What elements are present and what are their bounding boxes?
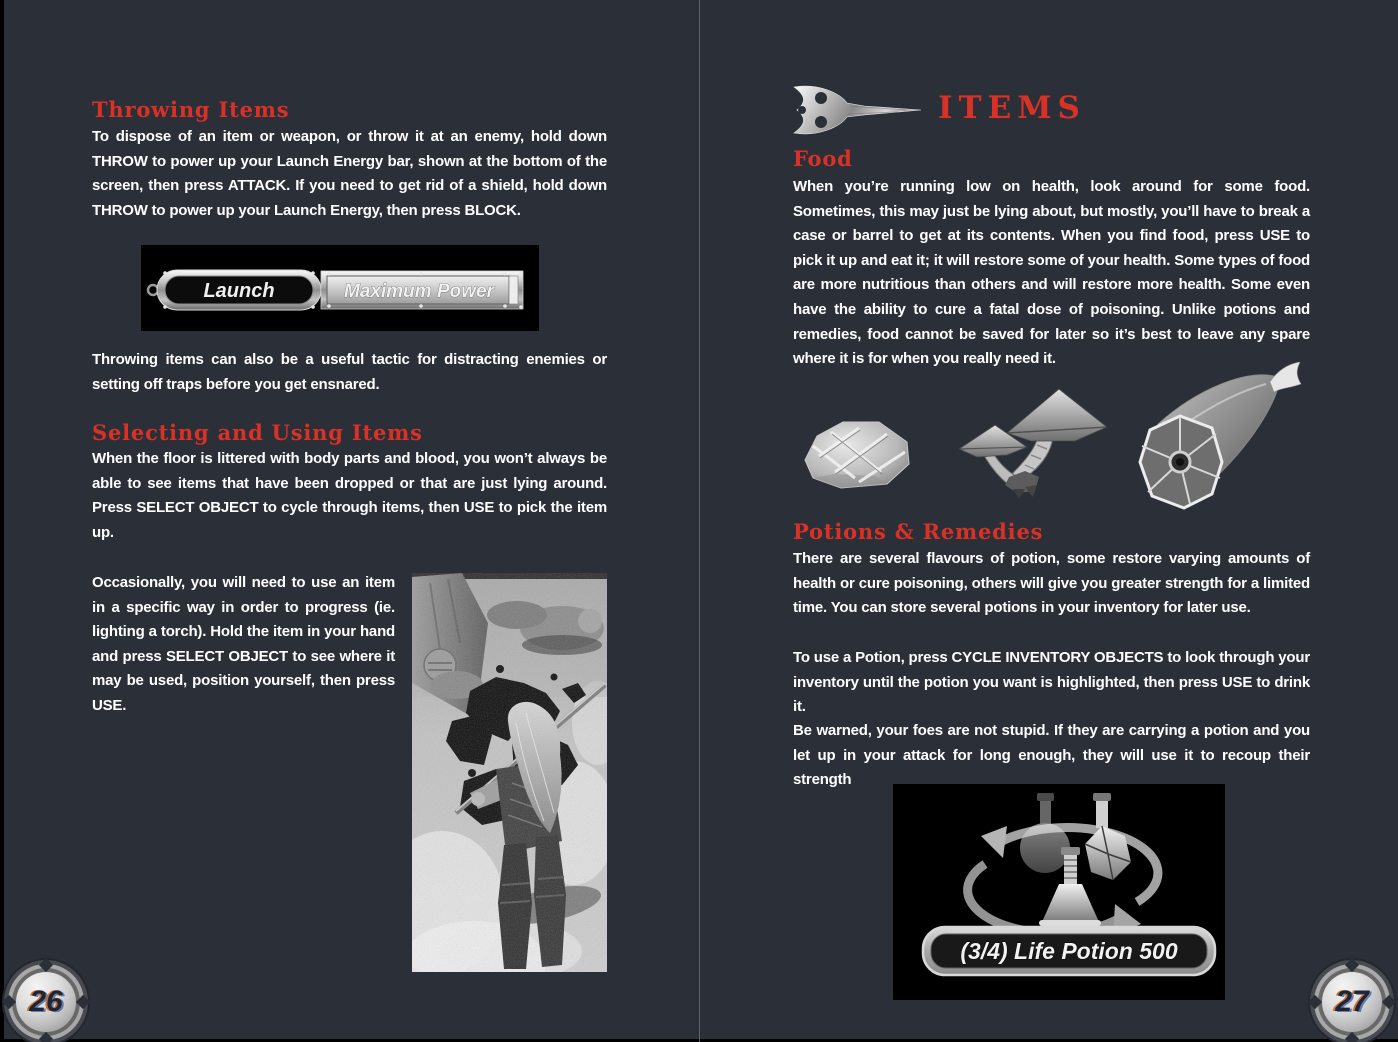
paragraph-throwing-1: To dispose of an item or weapon, or throw it at an enemy, hold down THROW to power up your Launch Energy bar, shown at the bottom of the screen, then press ATTACK. If you need to get rid of a shield, hold down THROW to power up your Launch Energy, then press BLOCK. xyxy=(92,128,607,219)
paragraph-potions-3: Be warned, your foes are not stupid. If they are carrying a potion and you let up in your attack for long enough, they will use it to recoup their strength xyxy=(793,722,1310,789)
paragraph-selecting-1: When the floor is littered with body parts and blood, you won’t always be able to see items that have been dropped or that are just lying around. Press SELECT OBJECT to cycle through items, then USE to pick the item up. xyxy=(92,450,607,541)
potion-hud-label: (3/4) Life Potion 500 xyxy=(960,938,1178,964)
page-number-left: 26 xyxy=(29,985,63,1018)
badge-notch xyxy=(1345,1032,1359,1042)
heading-food: Food xyxy=(793,146,853,171)
badge-notch xyxy=(2,995,16,1009)
badge-notch xyxy=(1308,995,1322,1009)
launch-bar-graphic xyxy=(141,245,539,331)
gameplay-scene xyxy=(412,573,607,972)
badge-notch xyxy=(1345,958,1359,972)
page-title-items: ITEMS xyxy=(938,90,1086,126)
gameplay-screenshot-image xyxy=(412,573,607,972)
heading-selecting-items: Selecting and Using Items xyxy=(92,420,423,445)
page-number-right: 27 xyxy=(1335,985,1369,1018)
page-badge-right xyxy=(1314,964,1390,1040)
badge-notch xyxy=(39,1032,53,1042)
page-badge-left xyxy=(8,964,84,1040)
launch-status-label: Maximum Power xyxy=(344,281,494,302)
paragraph-potions-1: There are several flavours of potion, some restore varying amounts of health or cure poisoning, others will give you greater strength for a limited time. You can store several potions in your inventory for later use. xyxy=(793,550,1310,617)
launch-energy-bar-image xyxy=(141,245,539,331)
paragraph-food: When you’re running low on health, look around for some food. Sometimes, this may just be lying about, but mostly, you’ll have to break a case or barrel to get at its contents. When you find food, press USE to pick it up and eat it; it will restore some of your health. Some types of food are more nutritious than others and will restore more health. Some even have the ability to cure a fatal dose of poisoning. Unlike potions and remedies, food cannot be saved for later so it’s best to leave any spare where it is for when you really need it. xyxy=(793,178,1310,368)
bread-icon xyxy=(795,412,917,494)
potion-cycle-image xyxy=(893,784,1225,1000)
badge-notch xyxy=(39,958,53,972)
paragraph-potions-2: To use a Potion, press CYCLE INVENTORY OBJECTS to look through your inventory until the potion you want is highlighted, then press USE to drink it. xyxy=(793,649,1310,716)
badge-notch xyxy=(1382,995,1396,1009)
page-center-seam xyxy=(699,0,700,1042)
axe-arrow-icon xyxy=(788,84,926,136)
mushrooms-icon xyxy=(955,385,1113,503)
paragraph-throwing-2: Throwing items can also be a useful tactic for distracting enemies or setting off traps before you get ensnared. xyxy=(92,351,607,393)
page-edge-left xyxy=(0,0,4,1042)
heading-potions-remedies: Potions & Remedies xyxy=(793,519,1044,544)
potion-hud-plaque xyxy=(923,927,1215,975)
paragraph-selecting-2: Occasionally, you will need to use an item in a specific way in order to progress (ie. lighting a torch). Hold the item in your hand and press SELECT OBJECT to see where it may be used, position yourself, then press USE. xyxy=(92,574,395,714)
badge-notch xyxy=(76,995,90,1009)
launch-label: Launch xyxy=(203,280,275,302)
heading-throwing-items: Throwing Items xyxy=(92,97,290,122)
meat-leg-icon xyxy=(1128,362,1303,514)
